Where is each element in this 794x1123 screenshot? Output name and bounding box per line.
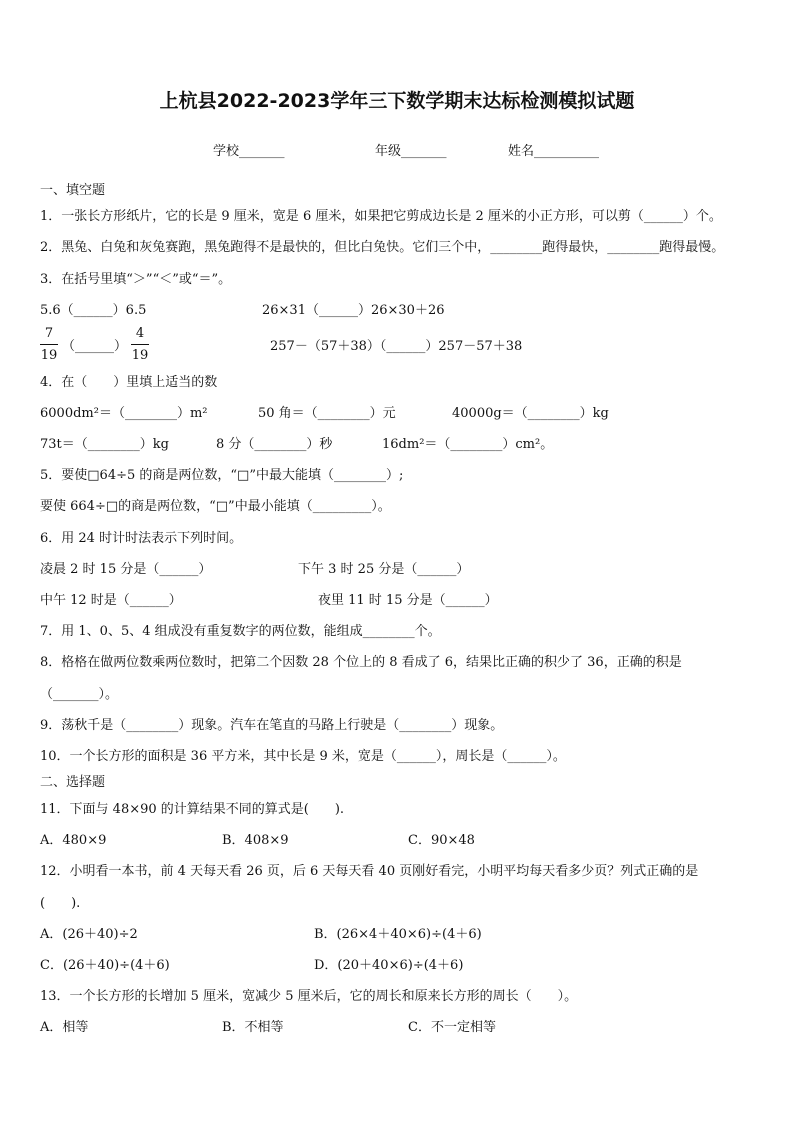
question-12-option-d: D．(20＋40×6)÷(4＋6) <box>314 958 464 973</box>
question-6: 6．用 24 时计时法表示下列时间。 <box>40 531 243 546</box>
question-4c: 40000g＝（________）kg <box>452 406 609 421</box>
question-11-option-b: B．408×9 <box>222 833 289 848</box>
question-13: 13．一个长方形的长增加 5 厘米，宽减少 5 厘米后，它的周长和原来长方形的周长（ ）。 <box>40 989 578 1004</box>
question-13-option-b: B．不相等 <box>222 1020 284 1035</box>
question-12-paren: ( ). <box>40 896 81 911</box>
question-6d: 夜里 11 时 15 分是（______） <box>318 593 498 608</box>
name-field: 姓名__________ <box>508 144 600 159</box>
section-heading-choice: 二、选择题 <box>40 775 106 790</box>
question-4e: 8 分（________）秒 <box>216 437 333 452</box>
question-7: 7．用 1、0、5、4 组成没有重复数字的两位数，能组成________个。 <box>40 624 441 639</box>
question-4f: 16dm²＝（________）cm²。 <box>382 437 554 452</box>
question-12-option-c: C．(26＋40)÷(4＋6) <box>40 958 170 973</box>
question-3: 3．在括号里填“＞”“＜”或“＝”。 <box>40 272 232 287</box>
question-13-option-a: A．相等 <box>40 1020 89 1035</box>
question-5a: 5．要使□64÷5 的商是两位数，“□”中最大能填（________）; <box>40 468 404 483</box>
fraction-numerator: 4 <box>135 326 145 341</box>
question-12: 12．小明看一本书，前 4 天每天看 26 页，后 6 天每天看 40 页刚好看完，小明平均每天看多少页？列式正确的是 <box>40 864 699 879</box>
question-11: 11．下面与 48×90 的计算结果不同的算式是( ). <box>40 802 345 817</box>
question-1: 1．一张长方形纸片，它的长是 9 厘米，宽是 6 厘米，如果把它剪成边长是 2 厘米的小正方形，可以剪（______）个。 <box>40 209 722 224</box>
question-4a: 6000dm²＝（________）m² <box>40 406 208 421</box>
question-4b: 50 角＝（________）元 <box>258 406 396 421</box>
question-3c-blank: （______） <box>62 339 128 354</box>
question-8-blank: （_______）。 <box>40 687 119 702</box>
question-2: 2．黑兔、白兔和灰兔赛跑，黑兔跑得不是最快的，但比白兔快。它们三个中，________跑得最快，________跑得最慢。 <box>40 240 725 255</box>
question-3b: 26×31（______）26×30＋26 <box>262 303 445 318</box>
page-title: 上杭县2022-2023学年三下数学期末达标检测模拟试题 <box>159 90 635 112</box>
question-11-option-a: A．480×9 <box>40 833 107 848</box>
fraction-numerator: 7 <box>44 326 54 341</box>
question-6a: 凌晨 2 时 15 分是（______） <box>40 562 212 577</box>
question-4d: 73t＝（________）kg <box>40 437 169 452</box>
question-3d: 257－（57＋38）（______）257－57＋38 <box>270 339 523 354</box>
question-3a: 5.6（______）6.5 <box>40 303 147 318</box>
fraction-bar <box>131 344 149 345</box>
question-5b: 要使 664÷□的商是两位数，“□”中最小能填（_________）。 <box>40 499 391 514</box>
section-heading-fill: 一、填空题 <box>40 183 106 198</box>
question-8: 8．格格在做两位数乘两位数时，把第二个因数 28 个位上的 8 看成了 6，结果比正确的积少了 36，正确的积是 <box>40 655 682 670</box>
school-field: 学校_______ <box>213 144 285 159</box>
question-6c: 中午 12 时是（______） <box>40 593 182 608</box>
grade-field: 年级_______ <box>375 144 447 159</box>
question-9: 9．荡秋千是（________）现象。汽车在笔直的马路上行驶是（________）现象。 <box>40 718 504 733</box>
fraction-denominator: 19 <box>40 348 58 363</box>
question-12-option-a: A．(26＋40)÷2 <box>40 927 138 942</box>
question-11-option-c: C．90×48 <box>408 833 475 848</box>
fraction-bar <box>40 344 58 345</box>
question-6b: 下午 3 时 25 分是（______） <box>298 562 470 577</box>
question-4: 4．在（ ）里填上适当的数 <box>40 375 218 390</box>
question-10: 10．一个长方形的面积是 36 平方米，其中长是 9 米，宽是（______），周长是（______）。 <box>40 749 566 764</box>
question-13-option-c: C．不一定相等 <box>408 1020 496 1035</box>
fraction-denominator: 19 <box>131 348 149 363</box>
question-12-option-b: B．(26×4＋40×6)÷(4＋6) <box>314 927 482 942</box>
